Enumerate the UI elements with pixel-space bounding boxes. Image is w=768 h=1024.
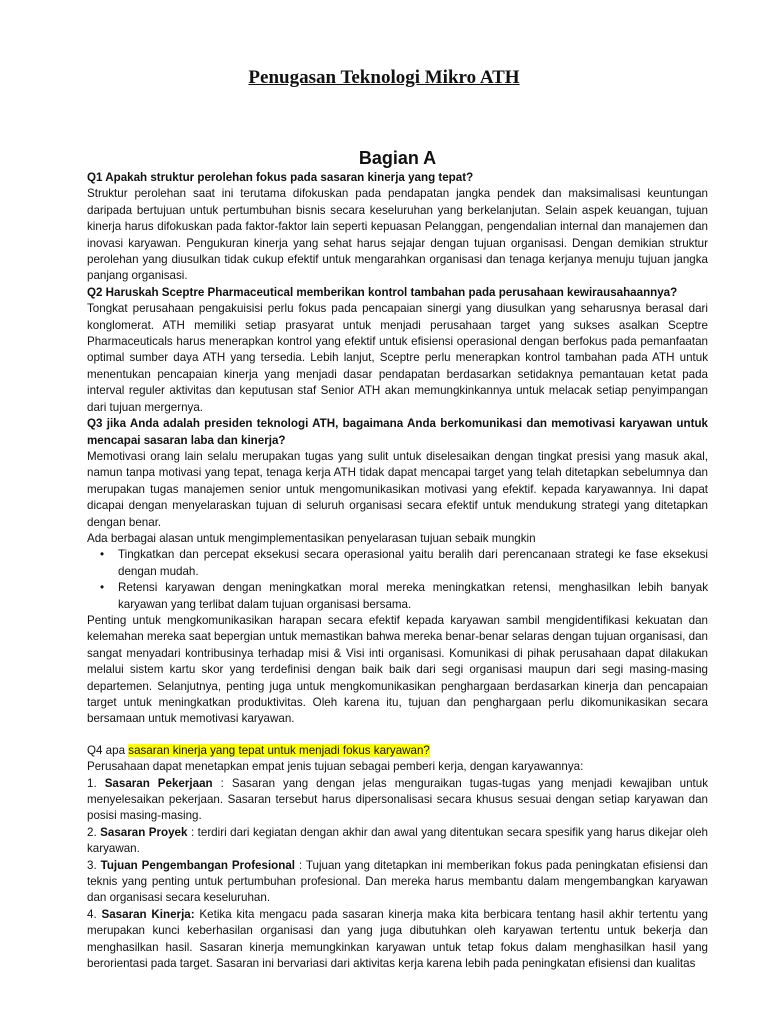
goal-item-1 xyxy=(87,776,708,825)
goal-item-2 xyxy=(87,825,708,858)
goal-text: : Sasaran yang dengan jelas menguraikan tugas-tugas yang menjadi kewajiban untuk menyelesaikan pekerjaan. Sasaran tersebut harus dipersonalisasi secara khusus sesuai dengan setiap karyawan dan posisi masing-masing. xyxy=(87,776,708,823)
bullet-icon: • xyxy=(100,581,105,595)
answer-2: Tongkat perusahaan pengakuisisi perlu fokus pada pencapaian sinergi yang diusulkan yang seharusnya berasal dari konglomerat. ATH memiliki setiap prasyarat untuk menjadi perusahaan target yang sukses asalkan Sceptre Pharmaceuticals harus menerapkan kontrol yang efektif untuk efisiensi operasional dengan berfokus pada pemanfaatan optimal sumber daya ATH yang tersedia. Lebih lanjut, Sceptre perlu menerapkan kontrol tambahan pada ATH untuk menentukan pencapaian kinerja yang menjadi dasar pendapatan berdasarkan setidaknya pemantauan ketat pada interval reguler aktivitas dan keputusan staf Senior ATH akan memungkinkannya untuk melacak setiap penyimpangan dari tujuan mergernya. xyxy=(87,302,708,414)
goal-item-4 xyxy=(87,907,708,973)
list-item xyxy=(87,547,708,580)
goal-label: Sasaran Proyek xyxy=(100,825,188,839)
question-4-prefix: Q4 apa xyxy=(87,743,129,757)
question-4-highlight: sasaran kinerja yang tepat untuk menjadi fokus karyawan? xyxy=(128,743,430,757)
goal-number: 3. xyxy=(87,858,97,872)
answer-4-intro: Perusahaan dapat menetapkan empat jenis tujuan sebagai pemberi kerja, dengan karyawannya: xyxy=(87,760,584,774)
list-item xyxy=(87,580,708,613)
goal-label: Sasaran Pekerjaan xyxy=(104,776,213,790)
goal-label: Tujuan Pengembangan Profesional xyxy=(100,858,296,872)
answer-3: Memotivasi orang lain selalu merupakan tugas yang sulit untuk diselesaikan dengan tingkat presisi yang masuk akal, namun tanpa motivasi yang tepat, tenaga kerja ATH tidak dapat mencapai target yang telah ditetapkan sebelumnya dan merupakan tugas manajemen senior untuk mengomunikasikan motivasi yang efektif. kepada karyawannya. Ini dapat dicapai dengan menyelaraskan tujuan di seluruh organisasi secara efektif untuk mendukung strategi yang ditetapkan dengan benar. xyxy=(87,449,708,529)
goal-item-3 xyxy=(87,858,708,907)
bullet-text: Retensi karyawan dengan meningkatkan moral mereka meningkatkan retensi, menghasilkan lebih banyak karyawan yang terlibat dalam tujuan organisasi bersama. xyxy=(118,581,708,611)
answer-1: Struktur perolehan saat ini terutama difokuskan pada pendapatan jangka pendek dan maksimalisasi keuntungan daripada bertujuan untuk pertumbuhan bisnis secara keseluruhan yang berkelanjutan. Selain aspek keuangan, tujuan kinerja harus difokuskan pada faktor-faktor lain seperti kepuasan Pelanggan, pengendalian internal dan manajemen dan inovasi karyawan. Pengukuran kinerja yang sehat harus sejajar dengan tujuan organisasi. Dengan demikian struktur perolehan yang diusulkan tidak cukup efektif untuk mengarahkan organisasi dan tenaga kerjanya menuju tujuan jangka panjang organisasi. xyxy=(87,187,708,283)
goal-number: 2. xyxy=(87,825,97,839)
goal-text: : terdiri dari kegiatan dengan akhir dan awal yang ditentukan secara spesifik yang harus dikejar oleh karyawan. xyxy=(87,825,708,856)
question-2: Q2 Haruskah Sceptre Pharmaceutical memberikan kontrol tambahan pada perusahaan kewirausahaannya? xyxy=(87,285,678,299)
goal-label: Sasaran Kinerja: xyxy=(101,907,195,921)
goal-text: : Tujuan yang ditetapkan ini memberikan fokus pada peningkatan efisiensi dan teknis yang penting untuk pertumbuhan profesional. Dan mereka harus membantu dalam mengembangkan karyawan dan organisasi secara keseluruhan. xyxy=(87,858,708,905)
bullet-icon: • xyxy=(100,548,105,562)
document-body xyxy=(87,147,708,973)
answer-3-closing: Penting untuk mengkomunikasikan harapan secara efektif kepada karyawan sambil mengidentifikasi kekuatan dan kelemahan mereka saat bepergian untuk memastikan bahwa mereka benar-benar selaras dengan tujuan organisasi, dan sangat menyadari kontribusinya terhadap misi & Visi inti organisasi. Komunikasi di pihak perusahaan dapat dilakukan melalui sistem kartu skor yang terdefinisi dengan baik baik dari segi organisasi maupun dari segi masing-masing departemen. Selanjutnya, penting juga untuk mengkomunikasikan penghargaan berdasarkan kinerja dan pencapaian target untuk meningkatkan produktivitas. Oleh karena itu, tujuan dan penghargaan perlu dikomunikasikan secara bersamaan untuk memotivasi karyawan. xyxy=(87,613,708,726)
bullet-list xyxy=(87,547,708,613)
bullet-text: Tingkatkan dan percepat eksekusi secara operasional yaitu beralih dari perencanaan strategi ke fase eksekusi dengan mudah. xyxy=(118,548,708,578)
answer-3-intro: Ada berbagai alasan untuk mengimplementasikan penyelarasan tujuan sebaik mungkin xyxy=(87,531,536,545)
goal-number: 4. xyxy=(87,907,97,921)
goal-number: 1. xyxy=(87,776,97,790)
goal-text: Ketika kita mengacu pada sasaran kinerja maka kita berbicara tentang hasil akhir tertentu yang merupakan kunci keberhasilan organisasi dan yang juga dibutuhkan oleh karyawan tertentu untuk bekerja dan menghasilkan hasil. Sasaran kinerja memungkinkan karyawan untuk tetap fokus dalam menghasilkan hasil yang berorientasi pada target. Sasaran ini bervariasi dari aktivitas kerja karena lebih pada peningkatan efisiensi dan kualitas xyxy=(87,907,708,971)
section-heading: Bagian A xyxy=(358,148,437,168)
document-title: Penugasan Teknologi Mikro ATH xyxy=(248,67,520,88)
question-3: Q3 jika Anda adalah presiden teknologi ATH, bagaimana Anda berkomunikasi dan memotivasi karyawan untuk mencapai sasaran laba dan kinerja? xyxy=(87,417,708,447)
question-1: Q1 Apakah struktur perolehan fokus pada sasaran kinerja yang tepat? xyxy=(87,171,474,184)
question-4 xyxy=(87,743,708,759)
